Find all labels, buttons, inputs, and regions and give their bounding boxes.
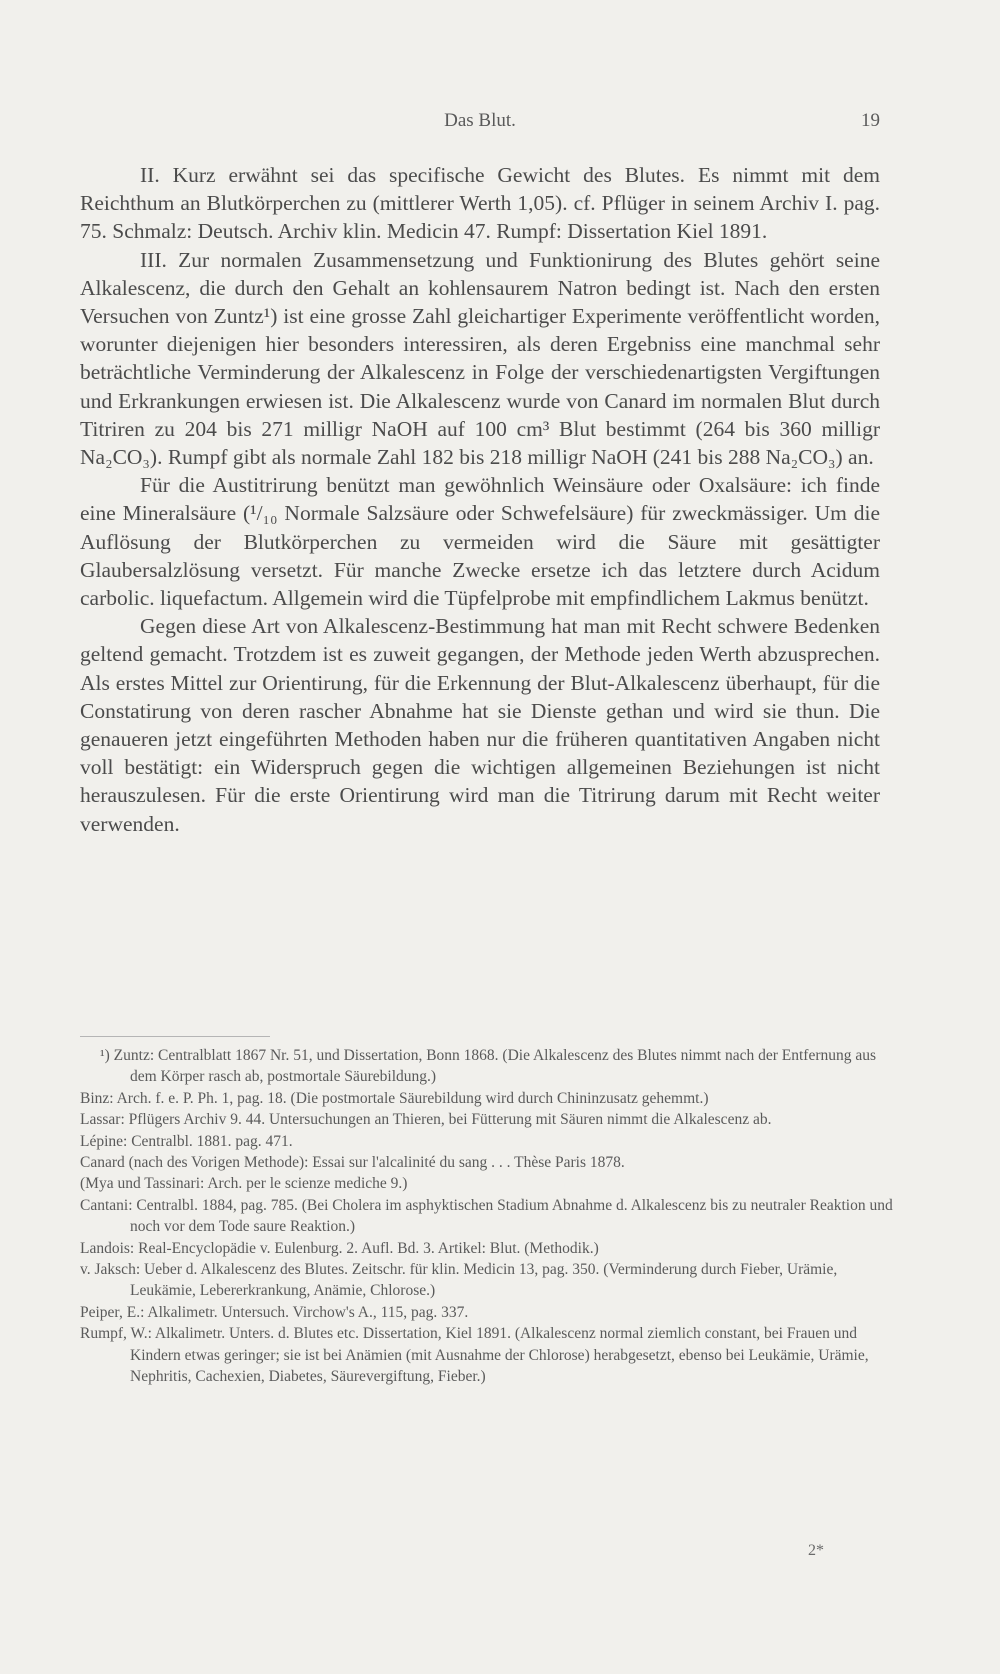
footnote-landois: Landois: Real-Encyclopädie v. Eulenburg. 2. Aufl. Bd. 3. Artikel: Blut. (Methodik.) xyxy=(80,1239,599,1257)
footnote-lepine: Lépine: Centralbl. 1881. pag. 471. xyxy=(80,1132,293,1150)
footnote-binz: Binz: Arch. f. e. P. Ph. 1, pag. 18. (Die postmortale Säurebildung wird durch Chininzusatz gehemmt.) xyxy=(80,1089,709,1107)
footnote-jaksch: v. Jaksch: Ueber d. Alkalescenz des Blutes. Zeitschr. für klin. Medicin 13, pag. 350. (Verminderung durch Fieber, Urämie, Leukämie, Lebererkrankung, Anämie, Chlorose.) xyxy=(80,1261,838,1300)
page-number: 19 xyxy=(861,110,880,131)
paragraph-specific-gravity: II. Kurz erwähnt sei das specifische Gewicht des Blutes. Es nimmt mit dem Reichthum an Blutkörperchen zu (mittlerer Werth 1,05). cf. Pflüger in seinem Archiv I. pag. 75. Schmalz: Deutsch. Archiv klin. Medicin 47. Rumpf: Dissertation Kiel 1891. xyxy=(80,163,880,244)
footnote-cantani: Cantani: Centralbl. 1884, pag. 785. (Bei Cholera im asphyktischen Stadium Abnahme d. Alkalescenz bis zu neutraler Reaktion und noch vor dem Tode saure Reaktion.) xyxy=(80,1196,893,1236)
signature-mark: 2* xyxy=(808,1542,824,1559)
body-text xyxy=(80,161,880,838)
footnotes xyxy=(80,1045,900,1388)
footnote-canard: Canard (nach des Vorigen Methode): Essai sur l'alcalinité du sang . . . Thèse Paris 1878. xyxy=(80,1154,625,1172)
footnote-mya: (Mya und Tassinari: Arch. per le scienze mediche 9.) xyxy=(80,1175,408,1193)
footnote-rumpf: Rumpf, W.: Alkalimetr. Unters. d. Blutes etc. Dissertation, Kiel 1891. (Alkalescenz normal ziemlich constant, bei Frauen und Kindern etwas geringer; sie ist bei Anämien (mit Ausnahme der Chlorose) herabgesetzt, ebenso bei Leukämie, Urämie, Nephritis, Cachexien, Diabetes, Säurevergiftung, Fieber.) xyxy=(80,1325,869,1386)
footnote-divider xyxy=(80,1036,270,1037)
paragraph-alkalescence: III. Zur normalen Zusammensetzung und Funktionirung des Blutes gehört seine Alkalescenz, die durch den Gehalt an kohlensaurem Natron bedingt ist. Nach den ersten Versuchen von Zuntz¹) ist eine grosse Zahl gleichartiger Experimente veröffentlicht worden, worunter diejenigen hier besonders interessiren, als deren Ergebniss eine manchmal sehr beträchtliche Verminderung der Alkalescenz in Folge der verschiedenartigsten Vergiftungen und Erkrankungen erwiesen ist. Die Alkalescenz wurde von Canard im normalen Blut durch Titriren zu 204 bis 271 milligr NaOH auf 100 cm³ Blut bestimmt (264 bis 360 milligr Na₂CO₃). Rumpf gibt als normale Zahl 182 bis 218 milligr NaOH (241 bis 288 Na₂CO₃) an. xyxy=(80,247,880,470)
footnote-peiper: Peiper, E.: Alkalimetr. Untersuch. Virchow's A., 115, pag. 337. xyxy=(80,1303,469,1321)
page-header xyxy=(80,110,880,134)
footnote-lassar: Lassar: Pflügers Archiv 9. 44. Untersuchungen an Thieren, bei Fütterung mit Säuren nimmt die Alkalescenz ab. xyxy=(80,1111,772,1129)
running-title: Das Blut. xyxy=(444,110,516,131)
paragraph-titration: Für die Austitrirung benützt man gewöhnlich Weinsäure oder Oxalsäure: ich finde eine Mineralsäure (¹/₁₀ Normale Salzsäure oder Schwefelsäure) für zweckmässiger. Um die Auflösung der Blutkörperchen zu vermeiden wird die Säure mit gesättigter Glaubersalzlösung versetzt. Für manche Zwecke ersetze ich das letztere durch Acidum carbolic. liquefactum. Allgemein wird die Tüpfelprobe mit empfindlichem Lakmus benützt. xyxy=(80,473,880,611)
footnote-zuntz: ¹) Zuntz: Centralblatt 1867 Nr. 51, und Dissertation, Bonn 1868. (Die Alkalescenz des Blutes nimmt nach der Entfernung aus dem Körper rasch ab, postmortale Säurebildung.) xyxy=(100,1047,877,1086)
paragraph-method-critique: Gegen diese Art von Alkalescenz-Bestimmung hat man mit Recht schwere Bedenken geltend gemacht. Trotzdem ist es zuweit gegangen, der Methode jeden Werth abzusprechen. Als erstes Mittel zur Orientirung, für die Erkennung der Blut-Alkalescenz überhaupt, für die Constatirung von deren rascher Abnahme hat sie Dienste gethan und wird sie thun. Die genaueren jetzt eingeführten Methoden haben nur die früheren quantitativen Angaben nicht voll bestätigt: ein Widerspruch gegen die wichtigen allgemeinen Beziehungen ist nicht herauszulesen. Für die erste Orientirung wird man die Titrirung darum mit Recht weiter verwenden. xyxy=(80,614,880,836)
